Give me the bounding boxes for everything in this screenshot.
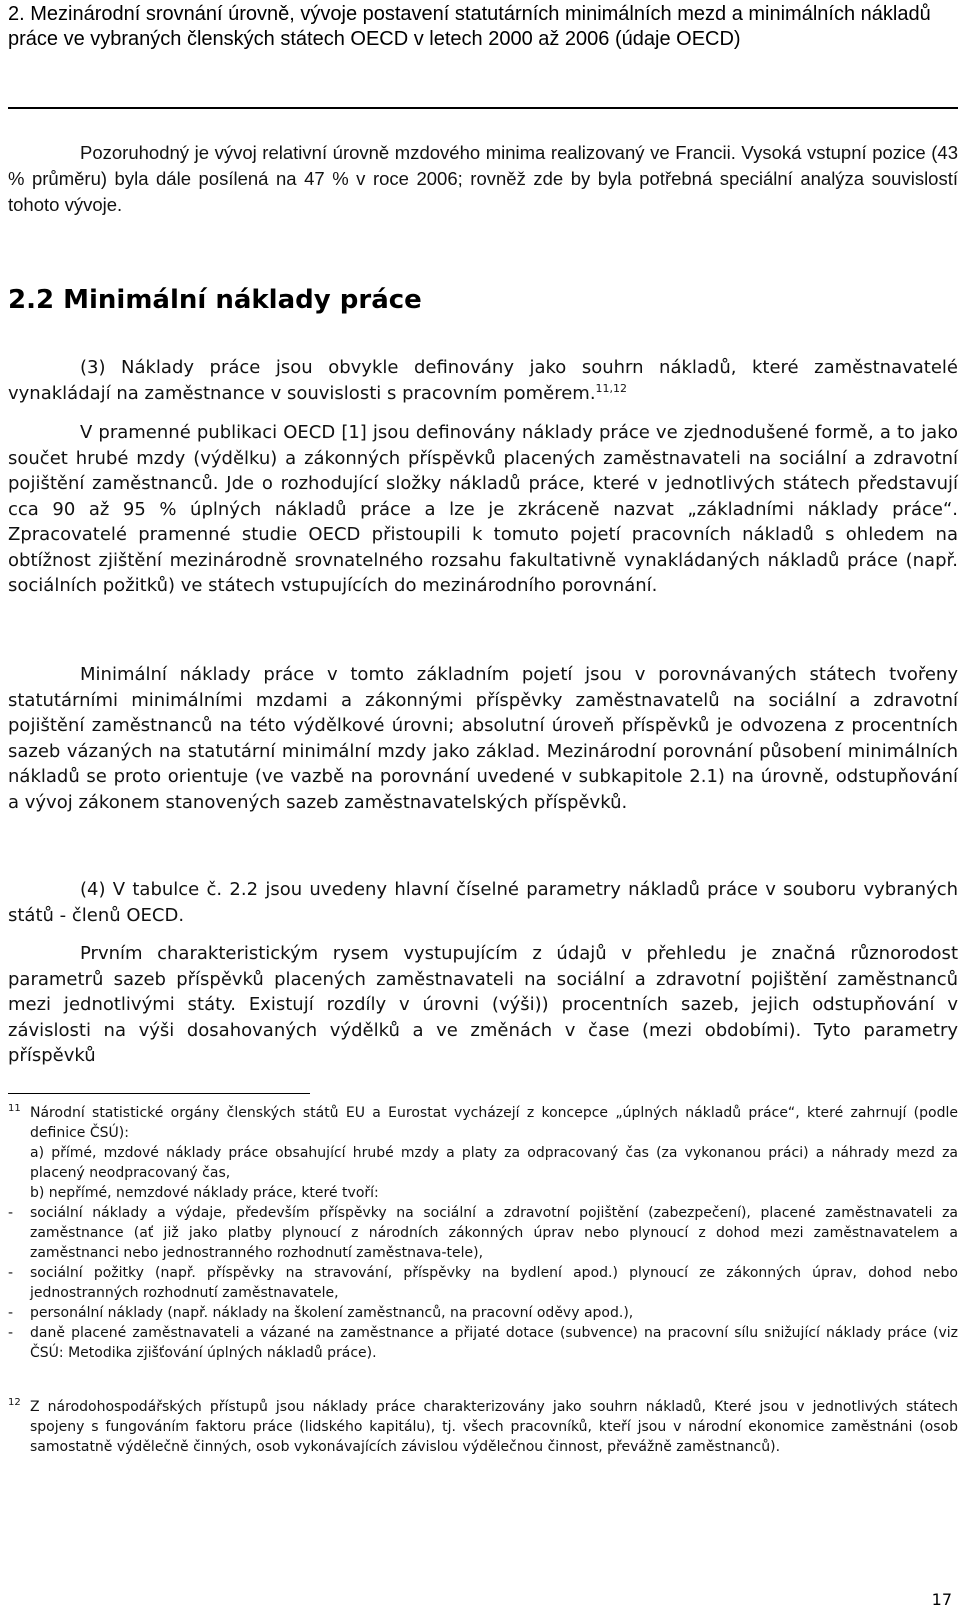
- heading-divider: [8, 107, 958, 109]
- footnote-divider: [8, 1093, 310, 1094]
- footnote-11-dash-item: - personální náklady (např. náklady na školení zaměstnanců, na pracovní oděvy apod.),: [8, 1305, 634, 1321]
- footnote-11-dash-item: - sociální požitky (např. příspěvky na stravování, příspěvky na bydlení apod.) plynoucí ze zákonných úprav, dohod nebo jednostranných rozhodnutí zaměstnavatele,: [8, 1265, 958, 1301]
- footnote-11-intro: Národní statistické orgány členských států EU a Eurostat vycházejí z koncepce „úplných nákladů práce“, které zahrnují (podle definice ČSÚ):: [30, 1105, 958, 1141]
- footnote-11: [8, 1103, 958, 1363]
- footnote-11-item-b: b) nepřímé, nemzdové náklady práce, které tvoří:: [30, 1185, 379, 1201]
- footnote-12-text: Z národohospodářských přístupů jsou náklady práce charakterizovány jako souhrn nákladů, Které jsou v jednotlivých státech spojeny s fungováním faktoru práce (lidského kapitálu), tj. všech pracovníků, kteří jsou v národní ekonomice zaměstnáni (osob samostatně výdělečně činných, osob vykonávajících závislou výdělečnou činnost, převážně zaměstnanců).: [30, 1399, 958, 1455]
- paragraph-3b: V pramenné publikaci OECD [1] jsou definovány náklady práce ve zjednodušené formě, a to jako součet hrubé mzdy (výdělku) a zákonných příspěvků placených zaměstnavateli na sociální a zdravotní pojištění zaměstnanců. Jde o rozhodující složky nákladů práce, které v jednotlivých státech představují cca 90 až 95 % úplných nákladů práce a lze je zkráceně nazvat „základními náklady práce“. Zpracovatelé pramenné studie OECD přistoupili k tomuto pojetí pracovních nákladů s ohledem na obtížnost zjištění mezinárodně srovnatelného rozsahu fakultativně vynakládaných nákladů práce (např. sociálních požitků) ve státech vstupujících do mezinárodního porovnání.: [8, 422, 958, 596]
- paragraph-3c: Minimální náklady práce v tomto základním pojetí jsou v porovnávaných státech tvořeny statutárními minimálními mzdami a zákonnými příspěvky zaměstnavatelů na sociální a zdravotní pojištění zaměstnanců na této výdělkové úrovni; absolutní úroveň příspěvků je odvozena z procentních sazeb vázaných na statutární minimální mzdy jako základ. Mezinárodní porovnání působení minimálních nákladů se proto orientuje (ve vazbě na porovnání uvedené v subkapitole 2.1) na úrovně, odstupňování a vývoj zákonem stanovených sazeb zaměstnavatelských příspěvků.: [8, 664, 958, 813]
- paragraph-4b: Prvním charakteristickým rysem vystupujícím z údajů v přehledu je značná různorodost parametrů sazeb příspěvků placených zaměstnavateli na sociální a zdravotní pojištění zaměstnanců mezi jednotlivými státy. Existují rozdíly v úrovni (výši)) procentních sazeb, jejich odstupňování v závislosti na výši dosahovaných výdělků a ve změnách v čase (mezi obdobími). Tyto parametry příspěvků: [8, 943, 958, 1066]
- paragraph-3-text: (3) Náklady práce jsou obvykle definovány jako souhrn nákladů, které zaměstnavatelé vynakládají na zaměstnance v souvislosti s pracovním poměrem.: [8, 357, 958, 404]
- paragraph-3: [8, 355, 958, 406]
- footnote-11-item-a: a) přímé, mzdové náklady práce obsahující hrubé mzdy a platy za odpracovaný čas (za vykonanou práci) a náhrady mezd za placený neodpracovaný čas,: [30, 1145, 958, 1181]
- footnote-number: 11: [8, 1103, 21, 1114]
- intro-paragraph: Pozoruhodný je vývoj relativní úrovně mzdového minima realizovaný ve Francii. Vysoká vstupní pozice (43 % průměru) byla dále posílená na 47 % v roce 2006; rovněž zde by byla potřebná speciální analýza souvislostí tohoto vývoje.: [8, 142, 958, 215]
- footnote-number: 12: [8, 1397, 21, 1408]
- page-number: 17: [931, 1590, 952, 1609]
- footnote-reference[interactable]: 11,12: [595, 381, 628, 395]
- footnote-11-dash-item: - sociální náklady a výdaje, především příspěvky na sociální a zdravotní pojištění (zabezpečení), placené zaměstnavateli za zaměstnance (ať již jako platby plynoucí z národních zákonných úprav nebo plynoucí z dohod mezi zaměstnavatelem a zaměstnanci nebo jednostranného rozhodnutí zaměstnava-tele),: [8, 1205, 958, 1261]
- footnote-11-dash-item: - daně placené zaměstnavateli a vázané na zaměstnance a přijaté dotace (subvence) na pracovní sílu snižující náklady práce (viz ČSÚ: Metodika zjišťování úplných nákladů práce).: [8, 1325, 958, 1361]
- section-title: 2.2 Minimální náklady práce: [8, 285, 422, 315]
- paragraph-4: (4) V tabulce č. 2.2 jsou uvedeny hlavní číselné parametry nákladů práce v souboru vybraných států - členů OECD.: [8, 879, 958, 926]
- chapter-heading: 2. Mezinárodní srovnání úrovně, vývoje postavení statutárních minimálních mezd a minimálních nákladů práce ve vybraných členských státech OECD v letech 2000 až 2006 (údaje OECD): [8, 3, 931, 50]
- footnote-12: [8, 1397, 958, 1457]
